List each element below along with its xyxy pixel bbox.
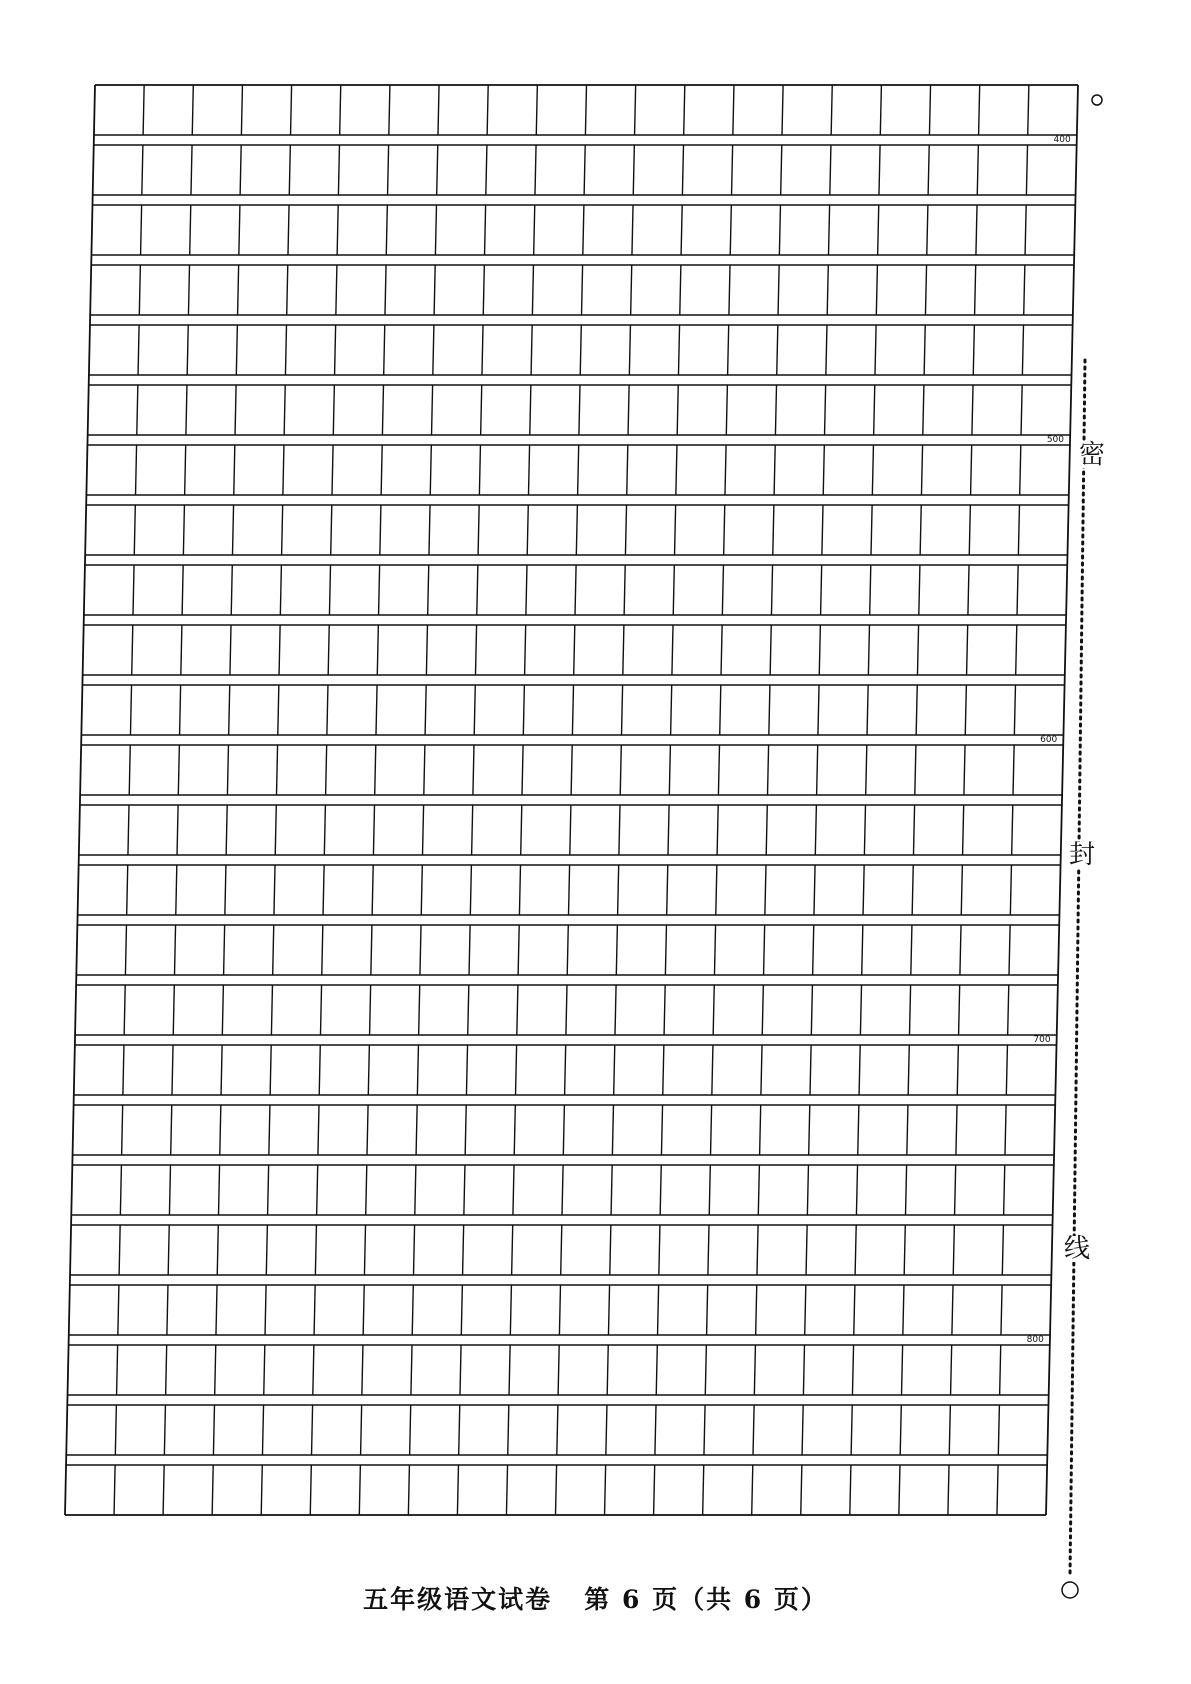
binding-dotted-line [1070,360,1085,1575]
page-footer [0,1580,1191,1616]
word-count-marker: 700 [1033,1035,1051,1045]
binding-hole-icon [1092,95,1102,105]
page-number: 第 6 页（共 6 页） [584,1585,828,1614]
binding-char-xian: 线 [1064,1234,1091,1264]
word-count-marker: 400 [1053,135,1071,145]
binding-char-mi: 密 [1079,440,1106,470]
word-count-marker: 500 [1046,435,1065,445]
binding-char-feng: 封 [1069,840,1096,870]
word-count-marker: 600 [1040,735,1058,745]
exam-title: 五年级语文试卷 [363,1585,553,1614]
word-count-marker: 800 [1026,1335,1044,1345]
